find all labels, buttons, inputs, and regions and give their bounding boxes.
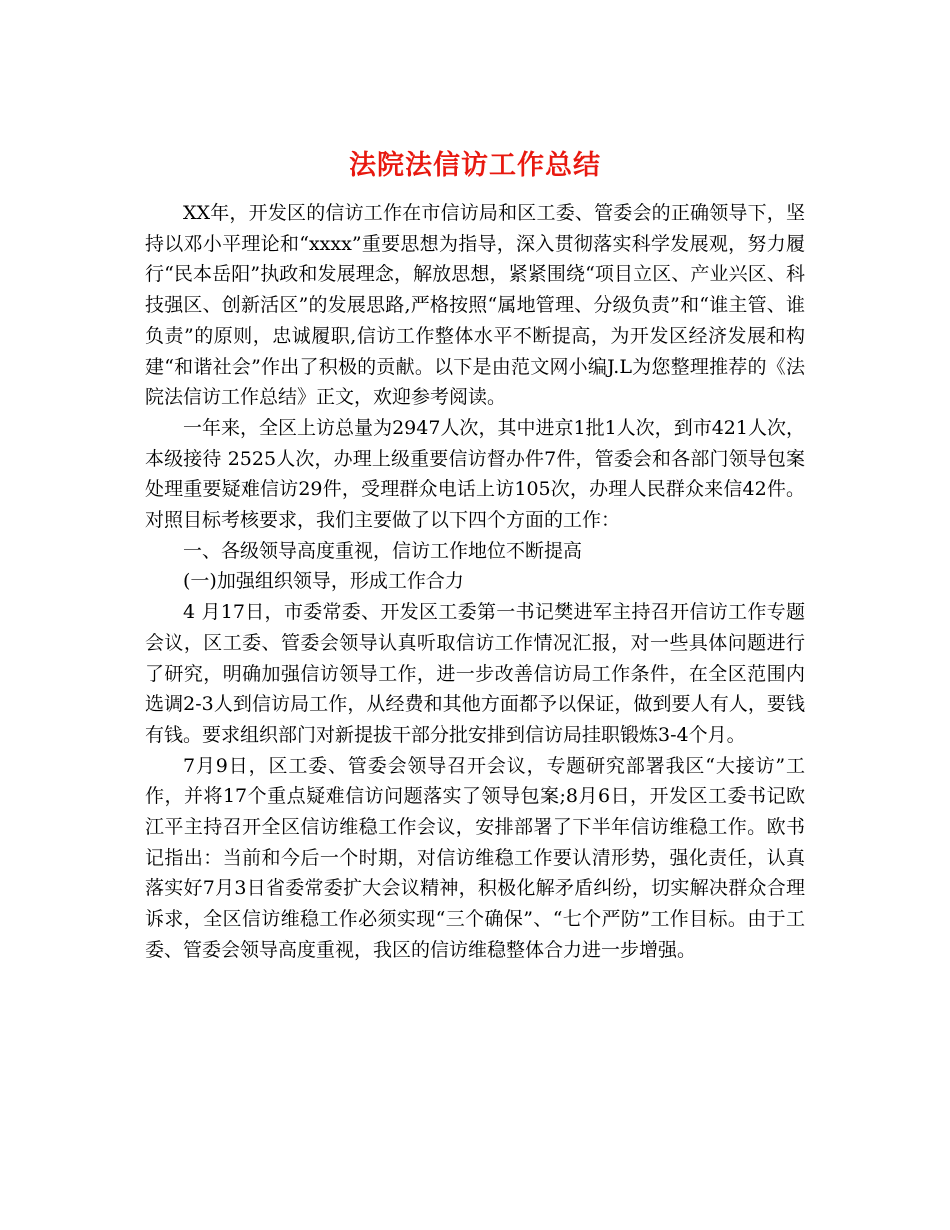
paragraph-july-meeting: 7月9日，区工委、管委会领导召开会议，专题研究部署我区“大接访”工作，并将17个重点疑难信访问题落实了领导包案;8月6日，开发区工委书记欧江平主持召开全区信访维稳工作会议，安排部署了下半年信访维稳工作。欧书记指出：当前和今后一个时期，对信访维稳工作要认清形势，强化责任，认真落实好7月3日省委常委扩大会议精神，积极化解矛盾纠纷，切实解决群众合理诉求，全区信访维稳工作必须实现“三个确保”、“七个严防”工作目标。由于工委、管委会领导高度重视，我区的信访维稳整体合力进一步增强。	[145, 754, 805, 961]
paragraph-intro: XX年，开发区的信访工作在市信访局和区工委、管委会的正确领导下，坚持以邓小平理论和“xxxx”重要思想为指导，深入贯彻落实科学发展观，努力履行“民本岳阳”执政和发展理念，解放思想，紧紧围绕“项目立区、产业兴区、科技强区、创新活区”的发展思路,严格按照“属地管理、分级负责”和“谁主管、谁负责”的原则，忠诚履职,信访工作整体水平不断提高，为开发区经济发展和构建“和谐社会”作出了积极的贡献。以下是由范文网小编J.L为您整理推荐的《法院法信访工作总结》正文，欢迎参考阅读。	[145, 202, 805, 409]
document-title: 法院法信访工作总结	[349, 150, 601, 182]
paragraph-april-meeting: 4 月17日，市委常委、开发区工委第一书记樊进军主持召开信访工作专题会议，区工委、管委会领导认真听取信访工作情况汇报，对一些具体问题进行了研究，明确加强信访领导工作，进一步改善信访局工作条件，在全区范围内选调2-3人到信访局工作，从经费和其他方面都予以保证，做到要人有人，要钱有钱。要求组织部门对新提拔干部分批安排到信访局挂职锻炼3-4个月。	[145, 601, 805, 746]
document-body	[145, 198, 805, 966]
section-heading-1: 一、各级领导高度重视，信访工作地位不断提高	[183, 539, 583, 562]
paragraph-statistics: 一年来，全区上访总量为2947人次，其中进京1批1人次，到市421人次，本级接待 2525人次，办理上级重要信访督办件7件，管委会和各部门领导包案处理重要疑难信访29件，受理群众电话上访105次，办理人民群众来信42件。对照目标考核要求，我们主要做了以下四个方面的工作：	[145, 416, 805, 532]
subsection-heading-1: (一)加强组织领导，形成工作合力	[183, 570, 464, 593]
